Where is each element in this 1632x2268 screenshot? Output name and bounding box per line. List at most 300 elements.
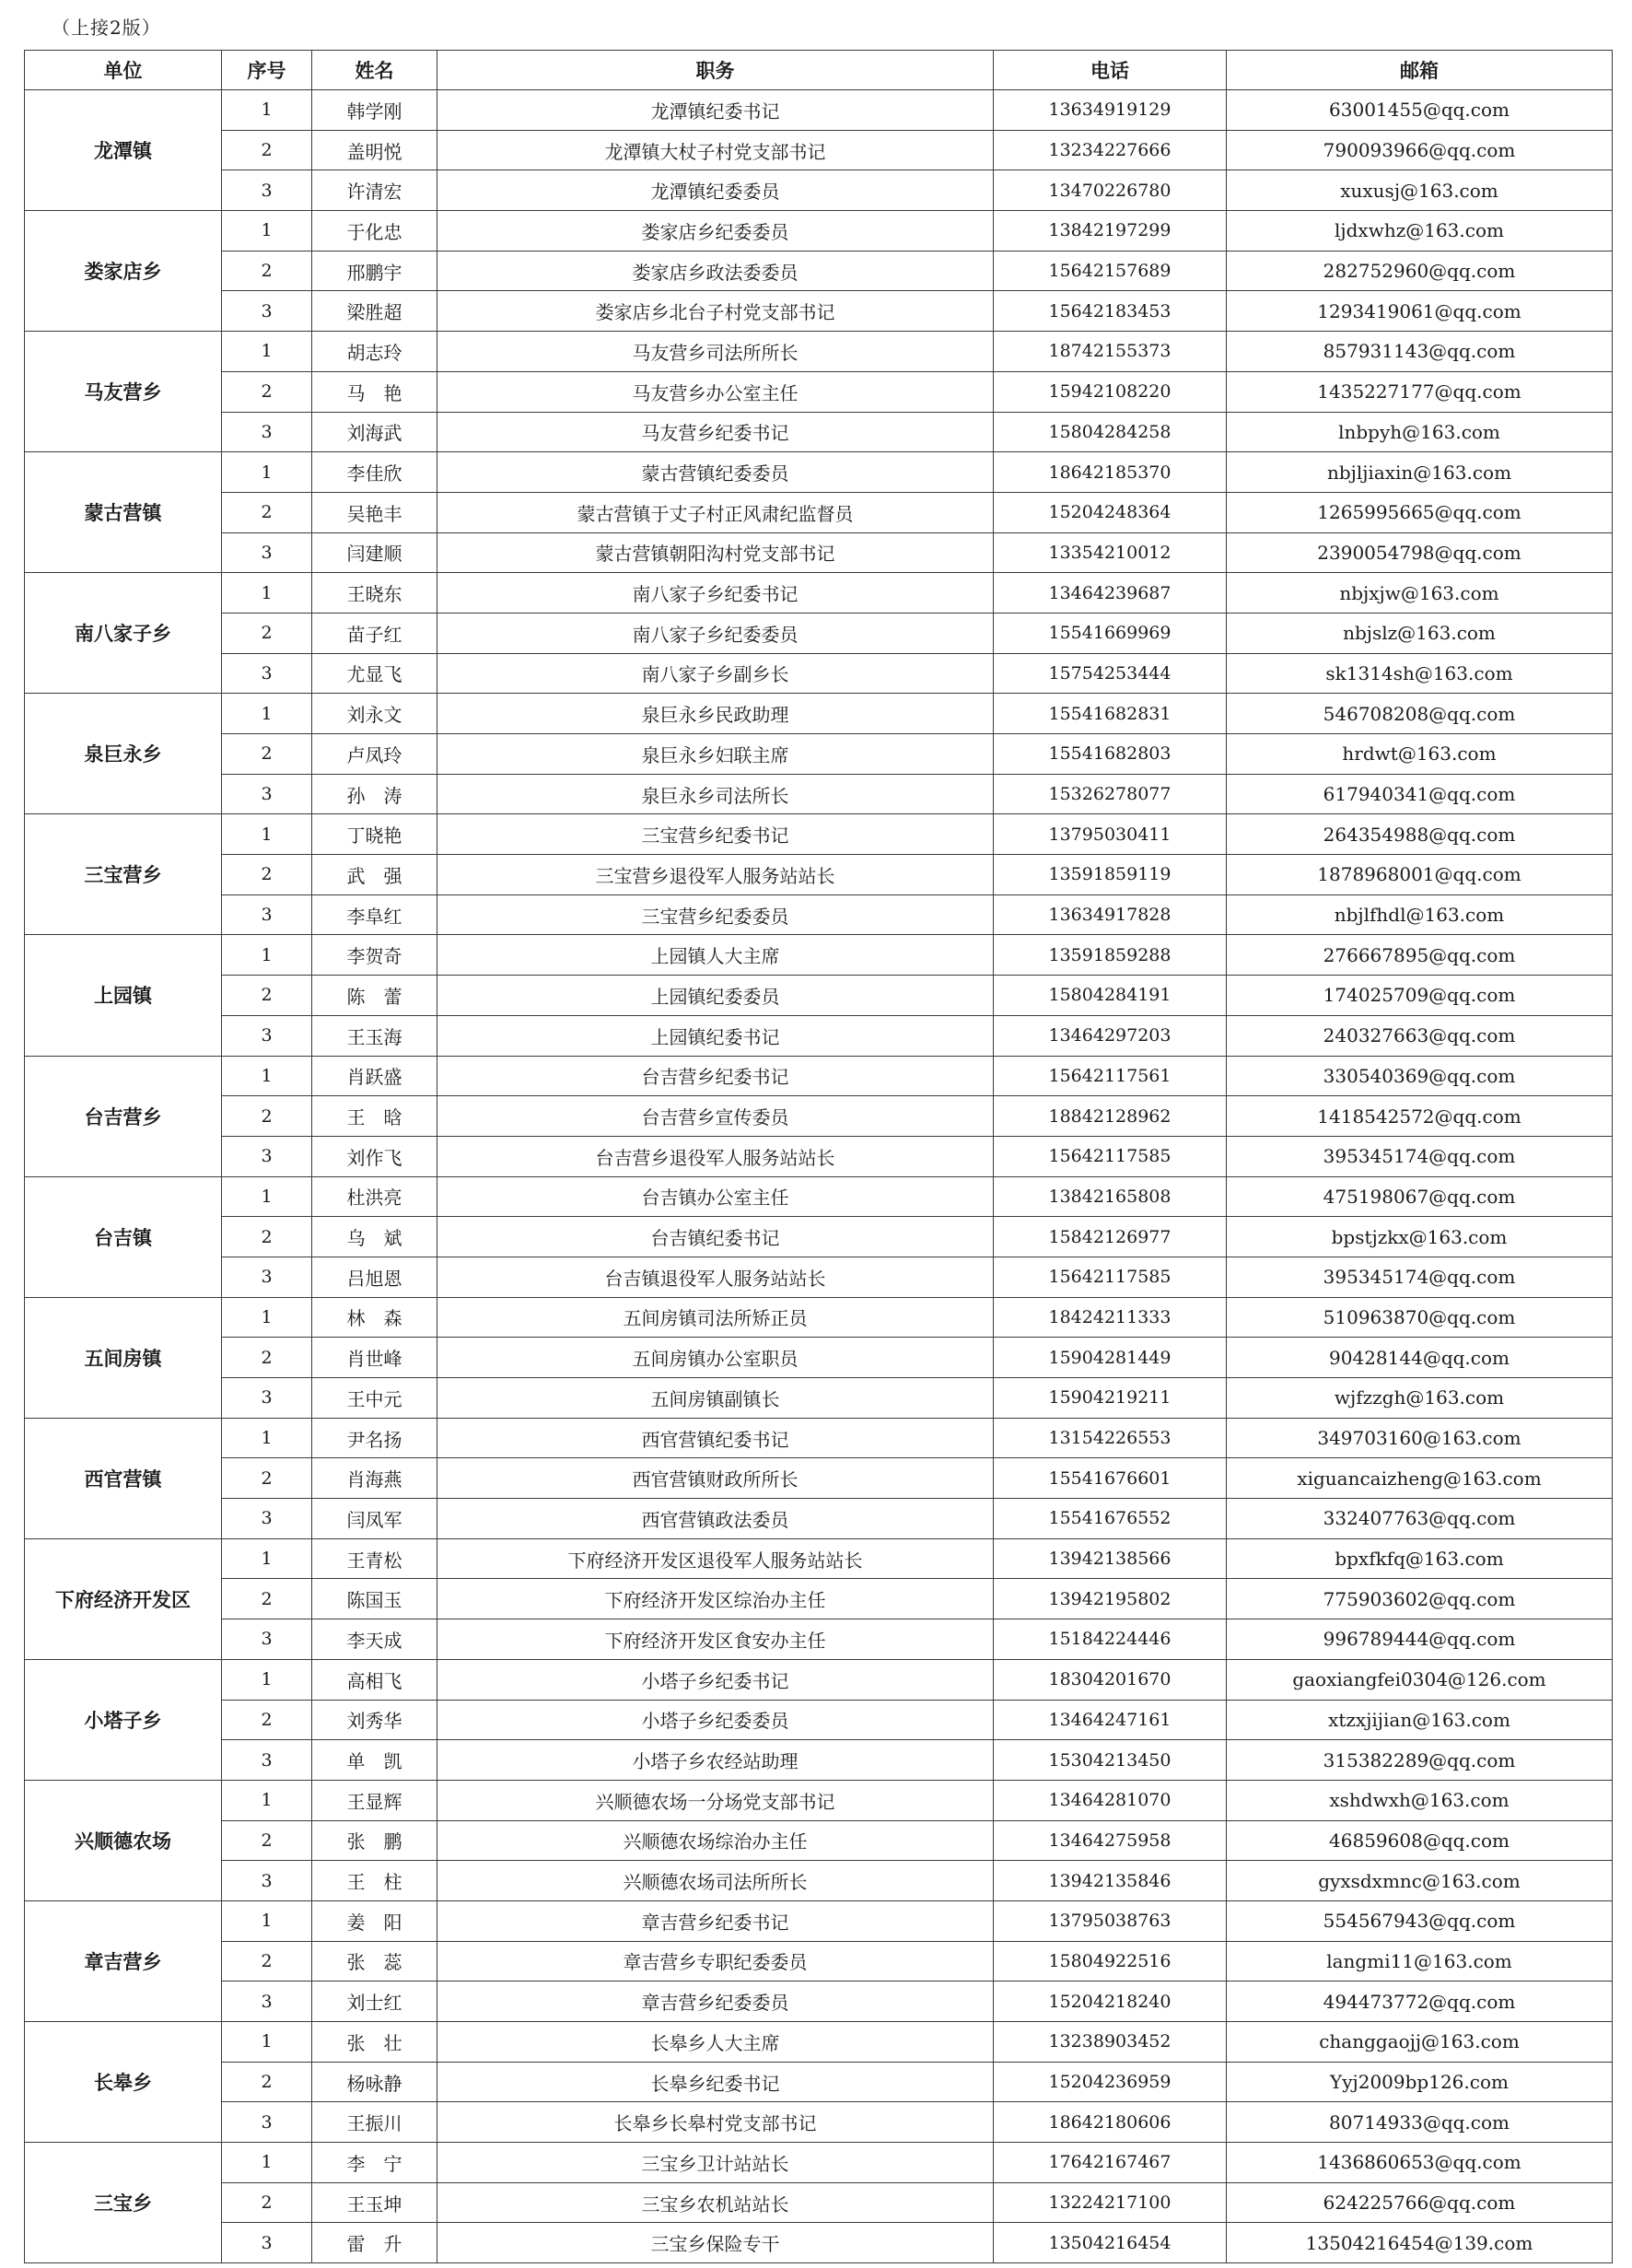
person-name-cell: 张 壮 — [312, 2022, 437, 2063]
email-address-cell: 996789444@qq.com — [1227, 1619, 1613, 1660]
position-title-cell: 长皋乡纪委书记 — [437, 2062, 994, 2102]
table-row — [25, 1458, 1613, 1499]
phone-number-cell: 13942195802 — [994, 1579, 1227, 1619]
position-title-cell: 台吉营乡退役军人服务站站长 — [437, 1136, 994, 1176]
contact-table — [24, 50, 1613, 2263]
person-name-cell: 盖明悦 — [312, 130, 437, 170]
row-index-cell: 2 — [222, 2062, 312, 2102]
phone-number-cell: 13634919129 — [994, 90, 1227, 131]
phone-number-cell: 13795038763 — [994, 1900, 1227, 1941]
email-address-cell: 90428144@qq.com — [1227, 1338, 1613, 1378]
phone-number-cell: 13464281070 — [994, 1780, 1227, 1820]
row-index-cell: 1 — [222, 814, 312, 855]
email-address-cell: 395345174@qq.com — [1227, 1136, 1613, 1176]
table-row — [25, 653, 1613, 694]
row-index-cell: 1 — [222, 1780, 312, 1820]
phone-number-cell: 15642117561 — [994, 1056, 1227, 1096]
table-row — [25, 1176, 1613, 1217]
email-address-cell: 46859608@qq.com — [1227, 1820, 1613, 1861]
phone-number-cell: 13842165808 — [994, 1176, 1227, 1217]
position-title-cell: 三宝营乡纪委书记 — [437, 814, 994, 855]
phone-number-cell: 15541676601 — [994, 1458, 1227, 1499]
person-name-cell: 肖跃盛 — [312, 1056, 437, 1096]
position-title-cell: 西官营镇财政所所长 — [437, 1458, 994, 1499]
table-row — [25, 170, 1613, 211]
phone-number-cell: 13842197299 — [994, 211, 1227, 251]
phone-number-cell: 15754253444 — [994, 653, 1227, 694]
unit-name-cell: 娄家店乡 — [25, 211, 222, 332]
table-row — [25, 251, 1613, 291]
table-row — [25, 1820, 1613, 1861]
row-index-cell: 1 — [222, 211, 312, 251]
person-name-cell: 肖海燕 — [312, 1458, 437, 1499]
position-title-cell: 小塔子乡纪委委员 — [437, 1700, 994, 1740]
position-title-cell: 兴顺德农场综治办主任 — [437, 1820, 994, 1861]
position-title-cell: 马友营乡纪委书记 — [437, 412, 994, 452]
person-name-cell: 丁晓艳 — [312, 814, 437, 855]
phone-number-cell: 15904219211 — [994, 1378, 1227, 1419]
email-address-cell: Yyj2009bp126.com — [1227, 2062, 1613, 2102]
person-name-cell: 闫建顺 — [312, 532, 437, 573]
person-name-cell: 张 鹏 — [312, 1820, 437, 1861]
person-name-cell: 刘士红 — [312, 1982, 437, 2022]
email-address-cell: 1293419061@qq.com — [1227, 291, 1613, 332]
unit-name-cell: 下府经济开发区 — [25, 1538, 222, 1659]
row-index-cell: 2 — [222, 492, 312, 532]
table-row — [25, 976, 1613, 1016]
position-title-cell: 三宝营乡纪委委员 — [437, 894, 994, 935]
person-name-cell: 武 强 — [312, 855, 437, 895]
table-row — [25, 2143, 1613, 2183]
row-index-cell: 2 — [222, 1096, 312, 1137]
email-address-cell: xuxusj@163.com — [1227, 170, 1613, 211]
row-index-cell: 1 — [222, 2143, 312, 2183]
position-title-cell: 南八家子乡副乡长 — [437, 653, 994, 694]
column-header-name: 姓名 — [312, 51, 437, 90]
table-row — [25, 814, 1613, 855]
position-title-cell: 章吉营乡专职纪委委员 — [437, 1941, 994, 1982]
row-index-cell: 1 — [222, 1418, 312, 1458]
row-index-cell: 3 — [222, 1619, 312, 1660]
email-address-cell: wjfzzgh@163.com — [1227, 1378, 1613, 1419]
table-row — [25, 1700, 1613, 1740]
unit-name-cell: 泉巨永乡 — [25, 694, 222, 814]
phone-number-cell: 15541669969 — [994, 613, 1227, 653]
email-address-cell: nbjljiaxin@163.com — [1227, 452, 1613, 493]
person-name-cell: 闫凤军 — [312, 1499, 437, 1539]
email-address-cell: 554567943@qq.com — [1227, 1900, 1613, 1941]
position-title-cell: 台吉营乡宣传委员 — [437, 1096, 994, 1137]
email-address-cell: 240327663@qq.com — [1227, 1015, 1613, 1056]
row-index-cell: 3 — [222, 1740, 312, 1781]
column-header-unit: 单位 — [25, 51, 222, 90]
email-address-cell: 63001455@qq.com — [1227, 90, 1613, 131]
position-title-cell: 三宝乡农机站站长 — [437, 2182, 994, 2223]
email-address-cell: 1436860653@qq.com — [1227, 2143, 1613, 2183]
email-address-cell: 617940341@qq.com — [1227, 774, 1613, 814]
position-title-cell: 西官营镇纪委书记 — [437, 1418, 994, 1458]
table-row — [25, 532, 1613, 573]
email-address-cell: 80714933@qq.com — [1227, 2102, 1613, 2143]
person-name-cell: 姜 阳 — [312, 1900, 437, 1941]
row-index-cell: 2 — [222, 251, 312, 291]
table-row — [25, 291, 1613, 332]
person-name-cell: 刘永文 — [312, 694, 437, 734]
email-address-cell: 276667895@qq.com — [1227, 935, 1613, 976]
table-row — [25, 1499, 1613, 1539]
row-index-cell: 1 — [222, 1538, 312, 1579]
table-row — [25, 1659, 1613, 1700]
table-row — [25, 1338, 1613, 1378]
table-row — [25, 1900, 1613, 1941]
row-index-cell: 3 — [222, 170, 312, 211]
row-index-cell: 2 — [222, 2182, 312, 2223]
position-title-cell: 下府经济开发区退役军人服务站站长 — [437, 1538, 994, 1579]
unit-name-cell: 章吉营乡 — [25, 1900, 222, 2021]
table-row — [25, 2062, 1613, 2102]
phone-number-cell: 15842126977 — [994, 1217, 1227, 1257]
position-title-cell: 章吉营乡纪委书记 — [437, 1900, 994, 1941]
table-row — [25, 2182, 1613, 2223]
row-index-cell: 2 — [222, 130, 312, 170]
phone-number-cell: 18304201670 — [994, 1659, 1227, 1700]
person-name-cell: 卢凤玲 — [312, 734, 437, 775]
row-index-cell: 1 — [222, 1056, 312, 1096]
email-address-cell: 510963870@qq.com — [1227, 1297, 1613, 1338]
email-address-cell: 332407763@qq.com — [1227, 1499, 1613, 1539]
email-address-cell: 1435227177@qq.com — [1227, 371, 1613, 412]
row-index-cell: 2 — [222, 1941, 312, 1982]
phone-number-cell: 15904281449 — [994, 1338, 1227, 1378]
row-index-cell: 1 — [222, 2022, 312, 2063]
person-name-cell: 高相飞 — [312, 1659, 437, 1700]
row-index-cell: 1 — [222, 573, 312, 614]
table-row — [25, 1740, 1613, 1781]
email-address-cell: 1265995665@qq.com — [1227, 492, 1613, 532]
email-address-cell: 282752960@qq.com — [1227, 251, 1613, 291]
phone-number-cell: 18842128962 — [994, 1096, 1227, 1137]
column-header-position: 职务 — [437, 51, 994, 90]
person-name-cell: 王青松 — [312, 1538, 437, 1579]
person-name-cell: 张 蕊 — [312, 1941, 437, 1982]
person-name-cell: 王中元 — [312, 1378, 437, 1419]
position-title-cell: 小塔子乡农经站助理 — [437, 1740, 994, 1781]
position-title-cell: 台吉镇退役军人服务站站长 — [437, 1257, 994, 1297]
table-header-row — [25, 51, 1613, 90]
email-address-cell: nbjxjw@163.com — [1227, 573, 1613, 614]
row-index-cell: 3 — [222, 774, 312, 814]
unit-name-cell: 西官营镇 — [25, 1418, 222, 1538]
phone-number-cell: 13464275958 — [994, 1820, 1227, 1861]
unit-name-cell: 龙潭镇 — [25, 90, 222, 211]
table-row — [25, 1861, 1613, 1901]
phone-number-cell: 15642117585 — [994, 1257, 1227, 1297]
row-index-cell: 2 — [222, 855, 312, 895]
position-title-cell: 兴顺德农场司法所所长 — [437, 1861, 994, 1901]
position-title-cell: 南八家子乡纪委书记 — [437, 573, 994, 614]
row-index-cell: 2 — [222, 734, 312, 775]
row-index-cell: 1 — [222, 332, 312, 372]
email-address-cell: 264354988@qq.com — [1227, 814, 1613, 855]
person-name-cell: 韩学刚 — [312, 90, 437, 131]
unit-name-cell: 五间房镇 — [25, 1297, 222, 1418]
phone-number-cell: 18424211333 — [994, 1297, 1227, 1338]
person-name-cell: 林 森 — [312, 1297, 437, 1338]
table-row — [25, 90, 1613, 131]
person-name-cell: 王晓东 — [312, 573, 437, 614]
table-row — [25, 573, 1613, 614]
person-name-cell: 梁胜超 — [312, 291, 437, 332]
row-index-cell: 3 — [222, 1257, 312, 1297]
column-header-index: 序号 — [222, 51, 312, 90]
table-body — [25, 90, 1613, 2263]
row-index-cell: 3 — [222, 1136, 312, 1176]
unit-name-cell: 台吉营乡 — [25, 1056, 222, 1176]
phone-number-cell: 13470226780 — [994, 170, 1227, 211]
person-name-cell: 雷 升 — [312, 2223, 437, 2263]
row-index-cell: 3 — [222, 653, 312, 694]
unit-name-cell: 蒙古营镇 — [25, 452, 222, 573]
position-title-cell: 台吉镇办公室主任 — [437, 1176, 994, 1217]
email-address-cell: ljdxwhz@163.com — [1227, 211, 1613, 251]
row-index-cell: 3 — [222, 2223, 312, 2263]
row-index-cell: 3 — [222, 1982, 312, 2022]
person-name-cell: 吕旭恩 — [312, 1257, 437, 1297]
table-row — [25, 2102, 1613, 2143]
phone-number-cell: 18642180606 — [994, 2102, 1227, 2143]
email-address-cell: xiguancaizheng@163.com — [1227, 1458, 1613, 1499]
table-row — [25, 613, 1613, 653]
table-row — [25, 1982, 1613, 2022]
unit-name-cell: 长皋乡 — [25, 2022, 222, 2143]
position-title-cell: 蒙古营镇于丈子村正风肃纪监督员 — [437, 492, 994, 532]
table-row — [25, 1619, 1613, 1660]
phone-number-cell: 18742155373 — [994, 332, 1227, 372]
position-title-cell: 蒙古营镇纪委委员 — [437, 452, 994, 493]
table-row — [25, 774, 1613, 814]
row-index-cell: 1 — [222, 1176, 312, 1217]
unit-name-cell: 南八家子乡 — [25, 573, 222, 694]
table-row — [25, 371, 1613, 412]
position-title-cell: 西官营镇政法委员 — [437, 1499, 994, 1539]
table-row — [25, 694, 1613, 734]
row-index-cell: 3 — [222, 2102, 312, 2143]
position-title-cell: 章吉营乡纪委委员 — [437, 1982, 994, 2022]
position-title-cell: 龙潭镇纪委委员 — [437, 170, 994, 211]
person-name-cell: 李阜红 — [312, 894, 437, 935]
person-name-cell: 王 柱 — [312, 1861, 437, 1901]
email-address-cell: 13504216454@139.com — [1227, 2223, 1613, 2263]
table-row — [25, 332, 1613, 372]
person-name-cell: 许清宏 — [312, 170, 437, 211]
phone-number-cell: 13795030411 — [994, 814, 1227, 855]
position-title-cell: 娄家店乡纪委委员 — [437, 211, 994, 251]
phone-number-cell: 15326278077 — [994, 774, 1227, 814]
email-address-cell: hrdwt@163.com — [1227, 734, 1613, 775]
row-index-cell: 2 — [222, 371, 312, 412]
phone-number-cell: 13354210012 — [994, 532, 1227, 573]
position-title-cell: 下府经济开发区综治办主任 — [437, 1579, 994, 1619]
table-row — [25, 492, 1613, 532]
row-index-cell: 3 — [222, 291, 312, 332]
table-row — [25, 1378, 1613, 1419]
person-name-cell: 刘秀华 — [312, 1700, 437, 1740]
unit-name-cell: 三宝营乡 — [25, 814, 222, 935]
table-row — [25, 1056, 1613, 1096]
email-address-cell: nbjslz@163.com — [1227, 613, 1613, 653]
row-index-cell: 3 — [222, 1499, 312, 1539]
table-row — [25, 2022, 1613, 2063]
continued-from-page-note: （上接2版） — [52, 17, 161, 39]
phone-number-cell: 15942108220 — [994, 371, 1227, 412]
person-name-cell: 刘作飞 — [312, 1136, 437, 1176]
email-address-cell: bpxfkfq@163.com — [1227, 1538, 1613, 1579]
email-address-cell: 624225766@qq.com — [1227, 2182, 1613, 2223]
position-title-cell: 三宝乡保险专干 — [437, 2223, 994, 2263]
person-name-cell: 杨咏静 — [312, 2062, 437, 2102]
person-name-cell: 尹名扬 — [312, 1418, 437, 1458]
person-name-cell: 单 凯 — [312, 1740, 437, 1781]
table-row — [25, 1418, 1613, 1458]
person-name-cell: 王振川 — [312, 2102, 437, 2143]
email-address-cell: gyxsdxmnc@163.com — [1227, 1861, 1613, 1901]
phone-number-cell: 13942135846 — [994, 1861, 1227, 1901]
person-name-cell: 王显辉 — [312, 1780, 437, 1820]
phone-number-cell: 15204248364 — [994, 492, 1227, 532]
person-name-cell: 尤显飞 — [312, 653, 437, 694]
email-address-cell: 315382289@qq.com — [1227, 1740, 1613, 1781]
email-address-cell: 475198067@qq.com — [1227, 1176, 1613, 1217]
phone-number-cell: 18642185370 — [994, 452, 1227, 493]
row-index-cell: 2 — [222, 976, 312, 1016]
phone-number-cell: 13634917828 — [994, 894, 1227, 935]
position-title-cell: 上园镇纪委委员 — [437, 976, 994, 1016]
row-index-cell: 1 — [222, 452, 312, 493]
table-row — [25, 452, 1613, 493]
position-title-cell: 上园镇人大主席 — [437, 935, 994, 976]
person-name-cell: 王 晗 — [312, 1096, 437, 1137]
table-row — [25, 1217, 1613, 1257]
person-name-cell: 王玉海 — [312, 1015, 437, 1056]
email-address-cell: nbjlfhdl@163.com — [1227, 894, 1613, 935]
person-name-cell: 杜洪亮 — [312, 1176, 437, 1217]
table-row — [25, 1780, 1613, 1820]
phone-number-cell: 13464239687 — [994, 573, 1227, 614]
phone-number-cell: 13464247161 — [994, 1700, 1227, 1740]
email-address-cell: 775903602@qq.com — [1227, 1579, 1613, 1619]
phone-number-cell: 13238903452 — [994, 2022, 1227, 2063]
position-title-cell: 兴顺德农场一分场党支部书记 — [437, 1780, 994, 1820]
position-title-cell: 长皋乡人大主席 — [437, 2022, 994, 2063]
email-address-cell: 494473772@qq.com — [1227, 1982, 1613, 2022]
row-index-cell: 2 — [222, 613, 312, 653]
position-title-cell: 娄家店乡北台子村党支部书记 — [437, 291, 994, 332]
row-index-cell: 2 — [222, 1338, 312, 1378]
email-address-cell: 174025709@qq.com — [1227, 976, 1613, 1016]
email-address-cell: xtzxjijian@163.com — [1227, 1700, 1613, 1740]
row-index-cell: 2 — [222, 1217, 312, 1257]
email-address-cell: 546708208@qq.com — [1227, 694, 1613, 734]
phone-number-cell: 13234227666 — [994, 130, 1227, 170]
column-header-phone: 电话 — [994, 51, 1227, 90]
position-title-cell: 马友营乡司法所所长 — [437, 332, 994, 372]
person-name-cell: 吴艳丰 — [312, 492, 437, 532]
person-name-cell: 李天成 — [312, 1619, 437, 1660]
table-row — [25, 1015, 1613, 1056]
table-row — [25, 1297, 1613, 1338]
position-title-cell: 上园镇纪委书记 — [437, 1015, 994, 1056]
email-address-cell: changgaojj@163.com — [1227, 2022, 1613, 2063]
table-row — [25, 1579, 1613, 1619]
row-index-cell: 2 — [222, 1579, 312, 1619]
phone-number-cell: 15541682831 — [994, 694, 1227, 734]
phone-number-cell: 15804922516 — [994, 1941, 1227, 1982]
row-index-cell: 1 — [222, 935, 312, 976]
person-name-cell: 陈国玉 — [312, 1579, 437, 1619]
unit-name-cell: 小塔子乡 — [25, 1659, 222, 1780]
person-name-cell: 陈 蕾 — [312, 976, 437, 1016]
phone-number-cell: 15541676552 — [994, 1499, 1227, 1539]
phone-number-cell: 13154226553 — [994, 1418, 1227, 1458]
row-index-cell: 3 — [222, 412, 312, 452]
row-index-cell: 3 — [222, 1015, 312, 1056]
email-address-cell: 330540369@qq.com — [1227, 1056, 1613, 1096]
phone-number-cell: 13224217100 — [994, 2182, 1227, 2223]
phone-number-cell: 15804284258 — [994, 412, 1227, 452]
table-row — [25, 734, 1613, 775]
table-row — [25, 855, 1613, 895]
position-title-cell: 娄家店乡政法委委员 — [437, 251, 994, 291]
column-header-email: 邮箱 — [1227, 51, 1613, 90]
table-row — [25, 1136, 1613, 1176]
position-title-cell: 下府经济开发区食安办主任 — [437, 1619, 994, 1660]
person-name-cell: 王玉坤 — [312, 2182, 437, 2223]
row-index-cell: 2 — [222, 1820, 312, 1861]
position-title-cell: 五间房镇司法所矫正员 — [437, 1297, 994, 1338]
phone-number-cell: 17642167467 — [994, 2143, 1227, 2183]
email-address-cell: bpstjzkx@163.com — [1227, 1217, 1613, 1257]
row-index-cell: 1 — [222, 1659, 312, 1700]
phone-number-cell: 13591859288 — [994, 935, 1227, 976]
position-title-cell: 五间房镇办公室职员 — [437, 1338, 994, 1378]
person-name-cell: 乌 斌 — [312, 1217, 437, 1257]
table-row — [25, 1538, 1613, 1579]
phone-number-cell: 15204218240 — [994, 1982, 1227, 2022]
position-title-cell: 台吉营乡纪委书记 — [437, 1056, 994, 1096]
row-index-cell: 3 — [222, 1861, 312, 1901]
row-index-cell: 3 — [222, 894, 312, 935]
position-title-cell: 三宝乡卫计站站长 — [437, 2143, 994, 2183]
position-title-cell: 泉巨永乡妇联主席 — [437, 734, 994, 775]
phone-number-cell: 15642157689 — [994, 251, 1227, 291]
email-address-cell: gaoxiangfei0304@126.com — [1227, 1659, 1613, 1700]
position-title-cell: 马友营乡办公室主任 — [437, 371, 994, 412]
email-address-cell: 790093966@qq.com — [1227, 130, 1613, 170]
phone-number-cell: 13464297203 — [994, 1015, 1227, 1056]
row-index-cell: 2 — [222, 1458, 312, 1499]
position-title-cell: 南八家子乡纪委委员 — [437, 613, 994, 653]
phone-number-cell: 15304213450 — [994, 1740, 1227, 1781]
phone-number-cell: 13504216454 — [994, 2223, 1227, 2263]
row-index-cell: 2 — [222, 1700, 312, 1740]
position-title-cell: 龙潭镇纪委书记 — [437, 90, 994, 131]
phone-number-cell: 13942138566 — [994, 1538, 1227, 1579]
table-row — [25, 130, 1613, 170]
phone-number-cell: 15184224446 — [994, 1619, 1227, 1660]
email-address-cell: 1878968001@qq.com — [1227, 855, 1613, 895]
table-row — [25, 894, 1613, 935]
position-title-cell: 小塔子乡纪委书记 — [437, 1659, 994, 1700]
